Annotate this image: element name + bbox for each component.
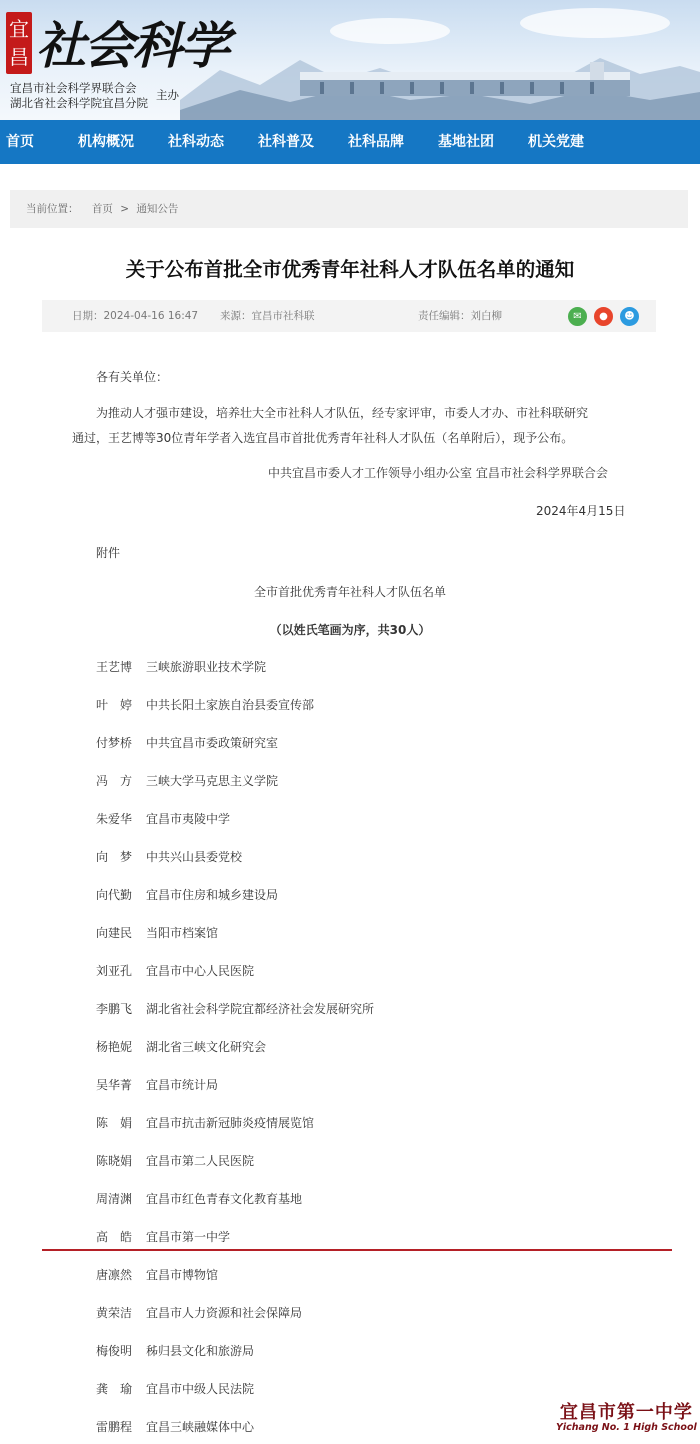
weibo-icon[interactable]: ● (594, 307, 613, 326)
watermark-cn: 宜昌市第一中学 (559, 1402, 693, 1423)
breadcrumb (10, 190, 688, 228)
person-org: 宜昌市第一中学 (146, 1230, 231, 1244)
person-name: 叶 婷 (96, 698, 133, 712)
article-date: 日期：2024-04-16 16:47 (72, 310, 199, 322)
person-name: 陈晓娟 (96, 1154, 133, 1168)
person-org: 当阳市档案馆 (146, 926, 219, 940)
list-title: 全市首批优秀青年社科人才队伍名单 (253, 585, 446, 599)
person-name: 付梦桥 (96, 736, 133, 750)
nav-item-popularization[interactable]: 社科普及 (258, 134, 314, 150)
list-item (96, 848, 242, 865)
person-org: 宜昌三峡融媒体中心 (146, 1420, 255, 1434)
list-item (96, 924, 218, 941)
site-title[interactable]: 社会科学 (36, 16, 228, 75)
breadcrumb-home-link[interactable]: 首页 (91, 203, 113, 215)
article-meta-bar (42, 300, 656, 332)
person-name: 朱爱华 (96, 812, 133, 826)
list-item (96, 1304, 302, 1321)
list-item (96, 696, 314, 713)
list-item (96, 1114, 314, 1131)
person-org: 三峡旅游职业技术学院 (146, 660, 267, 674)
person-org: 宜昌市红色青春文化教育基地 (146, 1192, 303, 1206)
list-item (96, 1266, 218, 1283)
nav-item-brand[interactable]: 社科品牌 (348, 134, 404, 150)
list-item (96, 1190, 302, 1207)
wechat-icon[interactable]: ✉ (568, 307, 587, 326)
person-org: 宜昌市中心人民医院 (146, 964, 255, 978)
body-line-1: 为推动人才强市建设，培养壮大全市社科人才队伍，经专家评审，市委人才办、市社科联研究 (96, 406, 589, 420)
person-org: 宜昌市统计局 (146, 1078, 219, 1092)
person-name: 黄荣洁 (96, 1306, 133, 1320)
person-org: 宜昌市夷陵中学 (146, 812, 231, 826)
list-subtitle: （以姓氏笔画为序，共30人） (269, 623, 431, 637)
site-seal-logo (6, 12, 32, 74)
list-item (96, 962, 254, 979)
article-editor: 责任编辑：刘白柳 (418, 310, 502, 322)
person-name: 高 皓 (96, 1230, 133, 1244)
divider-line (42, 1249, 672, 1251)
list-item (96, 1038, 266, 1055)
org-name-2: 湖北省社会科学院宜昌分院 (10, 96, 148, 110)
seal-text: 宜昌 (9, 17, 29, 69)
article-source: 来源：宜昌市社科联 (220, 310, 315, 322)
person-org: 中共宜昌市委政策研究室 (146, 736, 279, 750)
breadcrumb-prefix: 当前位置： (26, 203, 79, 215)
list-item (96, 1380, 254, 1397)
list-item (96, 1342, 254, 1359)
person-org: 宜昌市中级人民法院 (146, 1382, 255, 1396)
nav-item-party[interactable]: 机关党建 (528, 134, 584, 150)
person-org: 宜昌市第二人民医院 (146, 1154, 255, 1168)
list-item (96, 886, 278, 903)
person-name: 向代勤 (96, 888, 133, 902)
main-nav (0, 120, 700, 164)
person-org: 宜昌市住房和城乡建设局 (146, 888, 279, 902)
attachment-label: 附件 (96, 546, 121, 560)
person-name: 向 梦 (96, 850, 133, 864)
person-name: 向建民 (96, 926, 133, 940)
salutation: 各有关单位： (96, 370, 169, 384)
person-name: 杨艳妮 (96, 1040, 133, 1054)
person-org: 中共兴山县委党校 (146, 850, 243, 864)
list-item (96, 1076, 218, 1093)
list-item (96, 810, 230, 827)
nav-item-news[interactable]: 社科动态 (168, 134, 224, 150)
person-name: 唐凛然 (96, 1268, 133, 1282)
nav-item-about[interactable]: 机构概况 (78, 134, 134, 150)
person-org: 秭归县文化和旅游局 (146, 1344, 255, 1358)
list-item (96, 658, 266, 675)
person-name: 王艺博 (96, 660, 133, 674)
qq-icon[interactable]: ☻ (620, 307, 639, 326)
list-item (96, 1418, 254, 1435)
breadcrumb-current-link[interactable]: 通知公告 (136, 203, 179, 215)
list-item (96, 772, 278, 789)
breadcrumb-separator: > (120, 203, 129, 215)
nav-item-bases[interactable]: 基地社团 (438, 134, 494, 150)
header-banner (0, 0, 700, 120)
person-name: 龚 瑜 (96, 1382, 133, 1396)
page-title: 关于公布首批全市优秀青年社科人才队伍名单的通知 (125, 258, 575, 281)
watermark-logo (556, 1398, 697, 1433)
person-org: 湖北省社会科学院宜都经济社会发展研究所 (146, 1002, 375, 1016)
host-label: 主办 (156, 88, 179, 102)
list-item (96, 734, 278, 751)
list-item (96, 1152, 254, 1169)
sign-date: 2024年4月15日 (536, 504, 626, 518)
person-name: 陈 娟 (96, 1116, 133, 1130)
person-name: 李鹏飞 (96, 1002, 133, 1016)
person-name: 吴华菁 (96, 1078, 133, 1092)
list-item (96, 1000, 374, 1017)
nav-item-home[interactable]: 首页 (6, 134, 34, 150)
person-org: 中共长阳土家族自治县委宣传部 (146, 698, 315, 712)
person-org: 宜昌市人力资源和社会保障局 (146, 1306, 303, 1320)
dam-illustration (300, 62, 630, 96)
org-name-1: 宜昌市社会科学界联合会 (10, 81, 137, 95)
person-name: 冯 方 (96, 774, 133, 788)
person-org: 宜昌市博物馆 (146, 1268, 219, 1282)
person-name: 周清渊 (96, 1192, 133, 1206)
body-line-2: 通过，王艺博等30位青年学者入选宜昌市首批优秀青年社科人才队伍（名单附后），现予公布。 (72, 431, 574, 445)
person-name: 雷鹏程 (96, 1420, 133, 1434)
list-item (96, 1228, 230, 1245)
person-org: 三峡大学马克思主义学院 (146, 774, 279, 788)
watermark-en: Yichang No. 1 High School (556, 1422, 697, 1433)
person-name: 梅俊明 (96, 1344, 133, 1358)
person-org: 湖北省三峡文化研究会 (146, 1040, 267, 1054)
person-org: 宜昌市抗击新冠肺炎疫情展览馆 (146, 1116, 315, 1130)
signature: 中共宜昌市委人才工作领导小组办公室 宜昌市社会科学界联合会 (268, 466, 608, 480)
person-name: 刘亚孔 (96, 964, 133, 978)
